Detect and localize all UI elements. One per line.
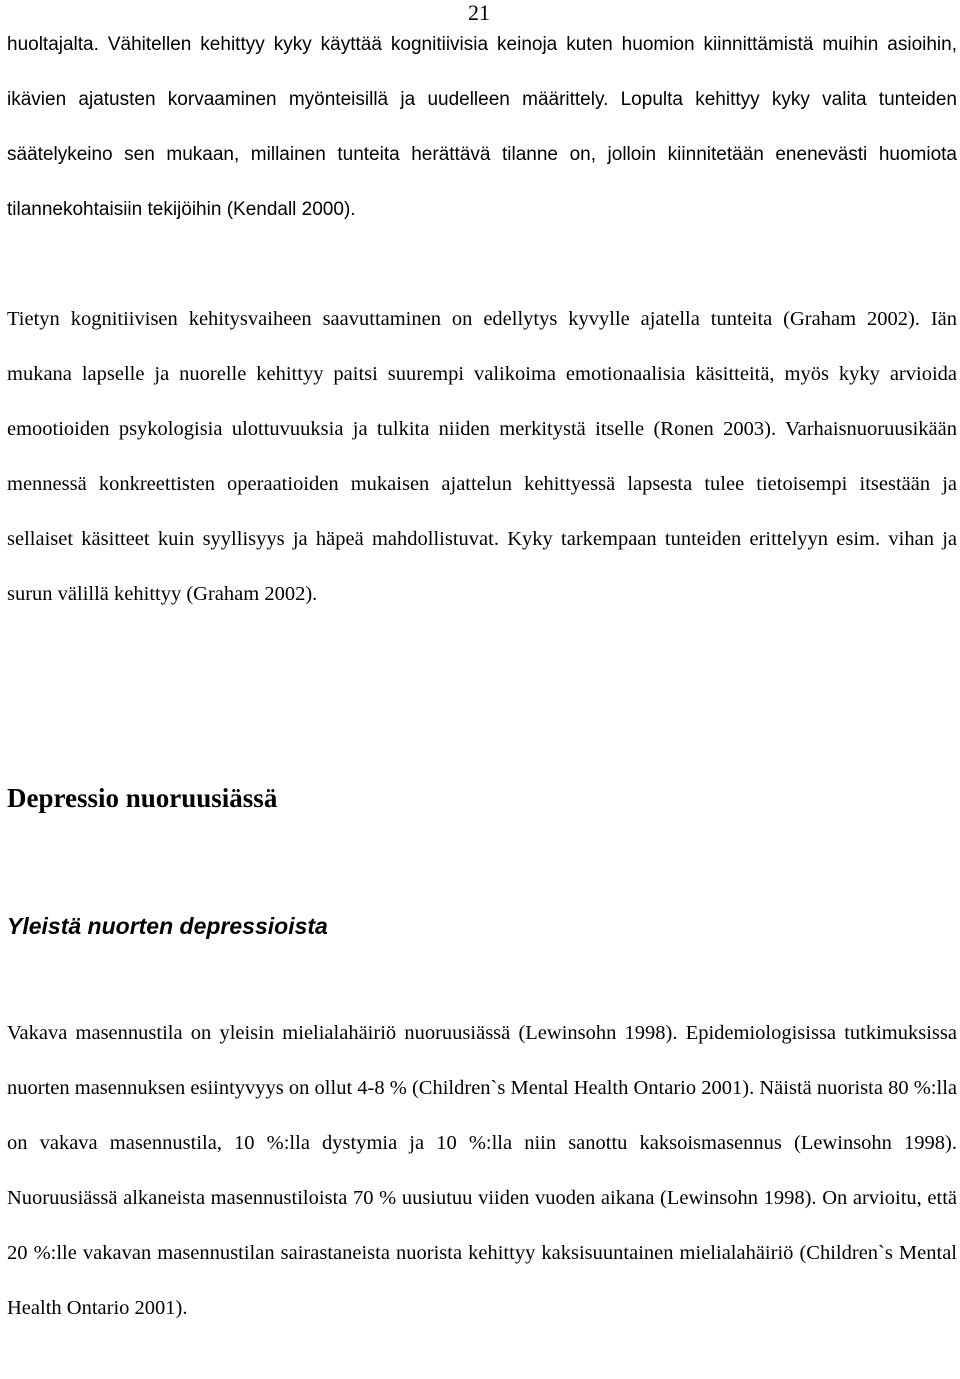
paragraph-depression-prevalence: Vakava masennustila on yleisin mielialahäiriö nuoruusiässä (Lewinsohn 1998). Epidemiologisissa tutkimuksissa nuorten masennuksen esiintyvyys on ollut 4-8 % (Children`s Mental Health Ontario 2001). Näistä nuorista 80 %:lla on vakava masennustila, 10 %:lla dystymia ja 10 %:lla niin sanottu kaksoismasennus (Lewinsohn 1998). Nuoruusiässä alkaneista masennustiloista 70 % uusiutuu viiden vuoden aikana (Lewinsohn 1998). On arvioitu, että 20 %:lle vakavan masennustilan sairastaneista nuorista kehittyy kaksisuuntainen mielialahäiriö (Children`s Mental Health Ontario 2001). [7,1022,957,1319]
paragraph-cognitive-development: Tietyn kognitiivisen kehitysvaiheen saavuttaminen on edellytys kyvylle ajatella tunteita (Graham 2002). Iän mukana lapselle ja nuorelle kehittyy paitsi suurempi valikoima emotionaalisia käsitteitä, myös kyky arvioida emootioiden psykologisia ulottuvuuksia ja tulkita niiden merkitystä itselle (Ronen 2003). Varhaisnuoruusikään mennessä konkreettisten operaatioiden mukaisen ajattelun kehittyessä lapsesta tulee tietoisempi itsestään ja sellaiset käsitteet kuin syyllisyys ja häpeä mahdollistuvat. Kyky tarkempaan tunteiden erittelyyn esim. vihan ja surun välillä kehittyy (Graham 2002). [7,308,957,605]
subsection-heading: Yleistä nuorten depressioista [7,913,328,939]
paragraph-emotion-regulation: huoltajalta. Vähitellen kehittyy kyky käyttää kognitiivisia keinoja kuten huomion kiinnittämistä muihin asioihin, ikävien ajatusten korvaaminen myönteisillä ja uudelleen määrittely. Lopulta kehittyy kyky valita tunteiden säätelykeino sen mukaan, millainen tunteita herättävä tilanne on, jolloin kiinnitetään enenevästi huomiota tilannekohtaisiin tekijöihin (Kendall 2000). [7,34,957,220]
section-heading: Depressio nuoruusiässä [7,783,278,813]
page-number: 21 [468,0,490,25]
